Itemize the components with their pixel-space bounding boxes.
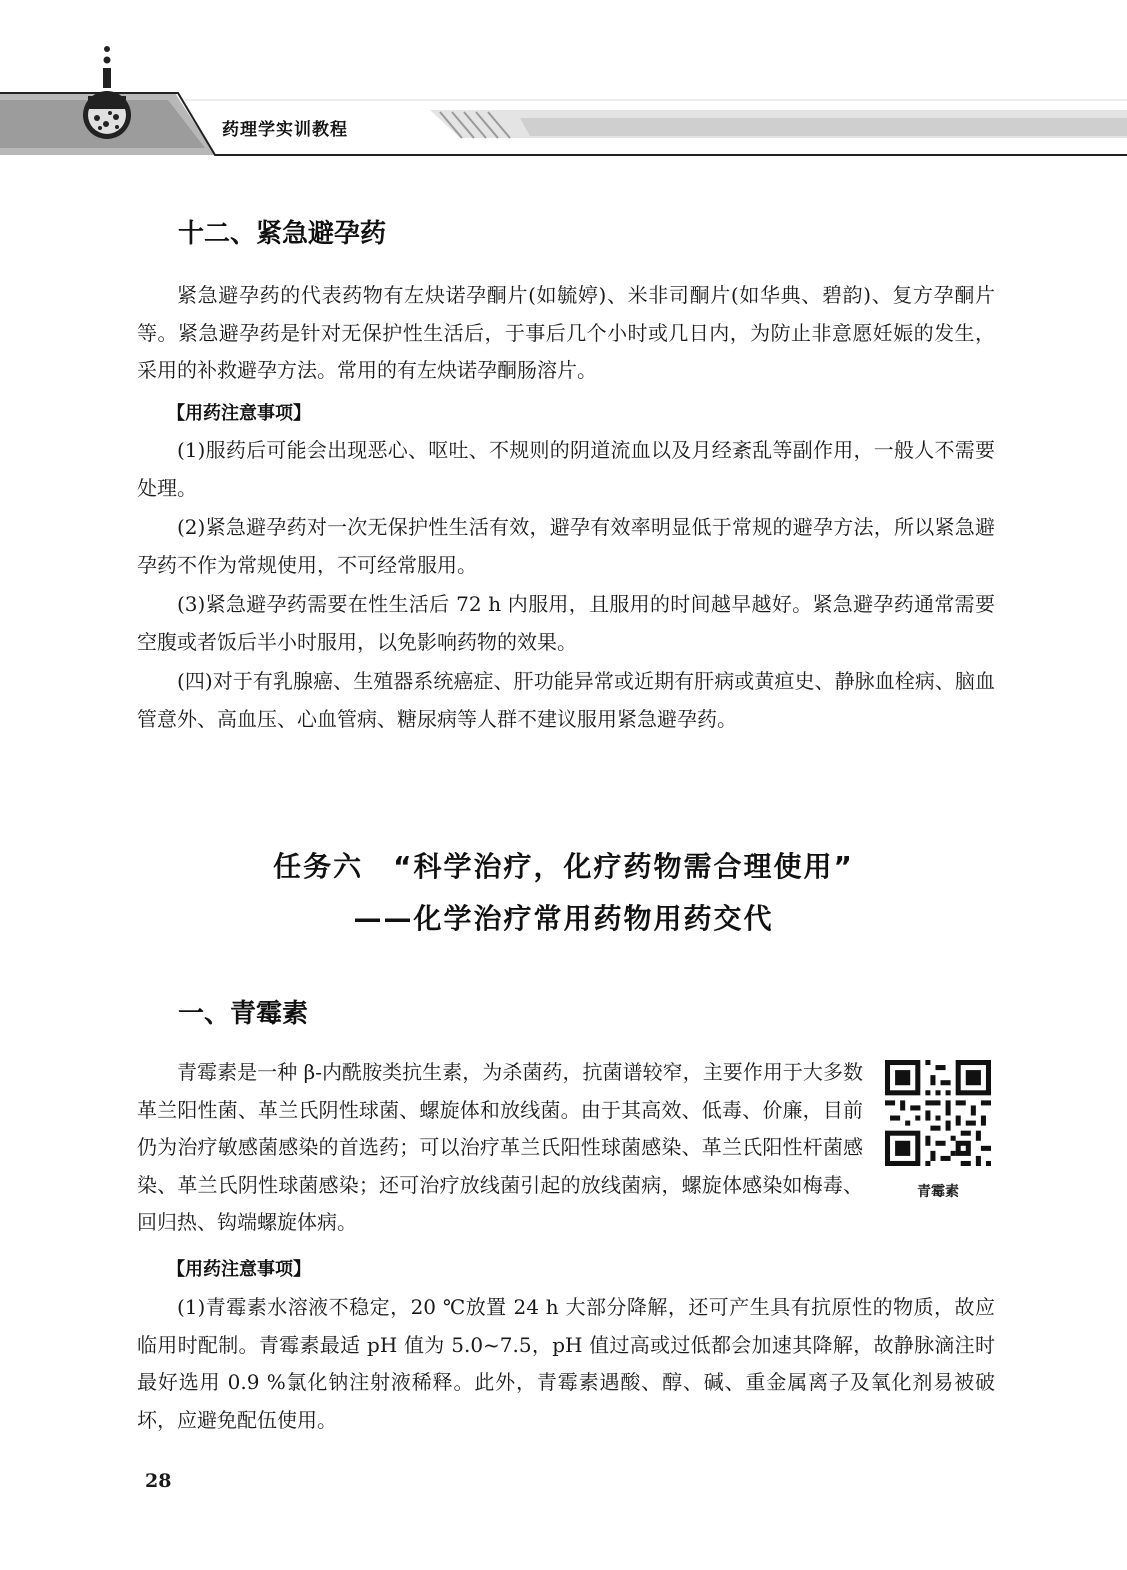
- note-item-penicillin-1: (1)青霉素水溶液不稳定，20 ℃放置 24 h 大部分降解，还可产生具有抗原性的物质，故应临用时配制。青霉素最适 pH 值为 5.0~7.5，pH 值过高或过低都会加速其降解，故静脉滴注时最好选用 0.9 %氯化钠注射液稀释。此外，青霉素遇酸、醇、碱、重金属离子及氧化剂易被破坏，应避免配伍使用。: [137, 1295, 995, 1432]
- header-banner-graphic: [0, 0, 1127, 170]
- section-title-penicillin: 一、青霉素: [178, 999, 309, 1029]
- page-number: 28: [145, 1470, 172, 1492]
- page-header: [0, 0, 1127, 170]
- note-item-4: (四)对于有乳腺癌、生殖器系统癌症、肝功能异常或近期有肝病或黄疸史、静脉血栓病、脑血管意外、高血压、心血管病、糖尿病等人群不建议服用紧急避孕药。: [137, 669, 995, 731]
- paragraph-penicillin-intro: 青霉素是一种 β-内酰胺类抗生素，为杀菌药，抗菌谱较窄，主要作用于大多数革兰阳性菌、革兰氏阴性球菌、螺旋体和放线菌。由于其高效、低毒、价廉，目前仍为治疗敏感菌感染的首选药；可以治疗革兰氏阳性球菌感染、革兰氏阳性杆菌感染、革兰氏阴性球菌感染；还可治疗放线菌引起的放线菌病，螺旋体感染如梅毒、回归热、钩端螺旋体病。: [137, 1060, 863, 1234]
- book-title: 药理学实训教程: [222, 120, 348, 140]
- task-title-line-1: 任务六 “科学治疗，化疗药物需合理使用”: [273, 850, 854, 883]
- qr-code-graphic: [885, 1060, 991, 1166]
- note-item-1: (1)服药后可能会出现恶心、呕吐、不规则的阴道流血以及月经紊乱等副作用，一般人不需要处理。: [137, 438, 995, 500]
- section-title-emergency-contraception: 十二、紧急避孕药: [178, 219, 387, 249]
- note-item-2: (2)紧急避孕药对一次无保护性生活有效，避孕有效率明显低于常规的避孕方法，所以紧急避孕药不作为常规使用，不可经常服用。: [137, 515, 995, 577]
- paragraph-emergency-contraception-intro: 紧急避孕药的代表药物有左炔诺孕酮片(如毓婷)、米非司酮片(如华典、碧韵)、复方孕酮片等。紧急避孕药是针对无保护性生活后，于事后几个小时或几日内，为防止非意愿妊娠的发生，采用的补救避孕方法。常用的有左炔诺孕酮肠溶片。: [137, 283, 995, 382]
- qr-code[interactable]: [885, 1060, 991, 1166]
- note-label-penicillin: 【用药注意事项】: [167, 1259, 311, 1280]
- task-title-line-2: ——化学治疗常用药物用药交代: [353, 902, 774, 935]
- note-item-3: (3)紧急避孕药需要在性生活后 72 h 内服用，且服用的时间越早越好。紧急避孕药通常需要空腹或者饭后半小时服用，以免影响药物的效果。: [137, 592, 995, 654]
- qr-caption: 青霉素: [917, 1184, 959, 1200]
- note-label-emergency: 【用药注意事项】: [167, 403, 311, 424]
